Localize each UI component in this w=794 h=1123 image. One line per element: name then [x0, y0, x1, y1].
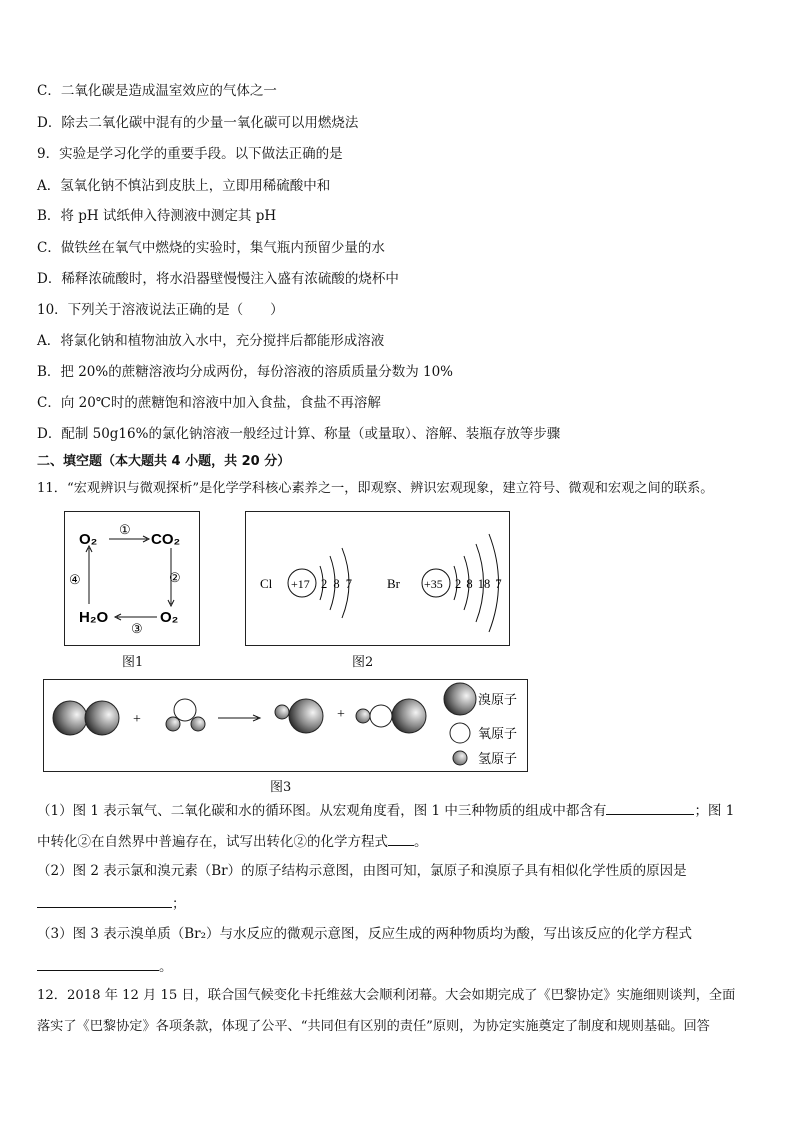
figure-3-caption: 图3 [270, 780, 292, 795]
answer-blank-1[interactable] [606, 800, 694, 815]
figure-3-diagram [44, 680, 527, 771]
q9-option-b: B．将 pH 试纸伸入待测液中测定其 pH [37, 208, 277, 224]
figure-1-cycle [64, 511, 200, 646]
hbr-bromine [289, 699, 323, 733]
cl-symbol: Cl [260, 576, 273, 591]
step-4-label: ④ [69, 572, 81, 587]
q10-option-d: D．配制 50g16%的氯化钠溶液一般经过计算、称量（或量取）、溶解、装瓶存放等步骤 [37, 426, 561, 442]
q11-stem: 11．“宏观辨识与微观探析”是化学学科核心素养之一，即观察、辨识宏观现象，建立符号、微观和宏观之间的联系。 [37, 481, 714, 496]
q11-part1-text-d: 。 [414, 834, 428, 850]
plus-sign-1: + [133, 712, 141, 727]
hbro-oxygen [370, 705, 392, 727]
q10-option-b: B．把 20%的蔗糖溶液均分成两份，每份溶液的溶质质量分数为 10% [37, 364, 454, 380]
q11-part1-text-a: （1）图 1 表示氧气、二氧化碳和水的循环图。从宏观角度看，图 1 中三种物质的组成中都含有 [37, 803, 607, 819]
br2-atom-1 [53, 701, 87, 735]
legend-bromine-atom [444, 683, 476, 715]
hbro-bromine [392, 699, 426, 733]
q10-option-a: A．将氯化钠和植物油放入水中，充分搅拌后都能形成溶液 [37, 333, 385, 349]
q10-stem: 10．下列关于溶液说法正确的是（ ） [37, 302, 284, 318]
water-oxygen-atom [174, 699, 196, 721]
q11-part2-text-b: ； [172, 896, 186, 912]
step-3-label: ③ [131, 621, 143, 636]
option-d-prev: D．除去二氧化碳中混有的少量一氧化碳可以用燃烧法 [37, 115, 359, 131]
water-hydrogen-2 [191, 717, 205, 731]
q9-option-d: D．稀释浓硫酸时，将水沿器壁慢慢注入盛有浓硫酸的烧杯中 [37, 271, 399, 287]
q9-option-c: C．做铁丝在氧气中燃烧的实验时，集气瓶内预留少量的水 [37, 240, 385, 256]
br2-atom-2 [85, 701, 119, 735]
water-hydrogen-1 [166, 717, 180, 731]
q11-part2-line1: （2）图 2 表示氯和溴元素（Br）的原子结构示意图，由图可知，氯原子和溴原子具有相似化学性质的原因是 [37, 863, 687, 879]
br-nucleus-charge: +35 [424, 577, 443, 591]
legend-hydrogen-label: 氢原子 [478, 751, 518, 766]
q11-part3-text-b: 。 [159, 959, 173, 975]
option-c-prev: C．二氧化碳是造成温室效应的气体之一 [37, 83, 277, 99]
legend-oxygen-atom [450, 723, 470, 743]
q9-option-a: A．氢氧化钠不慎沾到皮肤上，立即用稀硫酸中和 [37, 178, 331, 194]
o2-bottom-label: O₂ [160, 609, 179, 626]
q11-part1-text-b: ；图 1 [694, 803, 735, 819]
answer-blank-3[interactable] [37, 893, 172, 908]
cl-electrons: 2 8 7 [321, 577, 352, 591]
q11-part1-text-c: 中转化②在自然界中普遍存在，试写出转化②的化学方程式 [37, 834, 388, 850]
q11-part3-line2 [37, 956, 173, 976]
figure-3-reaction [43, 679, 528, 772]
plus-sign-2: + [337, 707, 345, 722]
legend-hydrogen-atom [453, 751, 467, 765]
q11-part3-line1: （3）图 3 表示溴单质（Br₂）与水反应的微观示意图，反应生成的两种物质均为酸，写出该反应的化学方程式 [37, 926, 693, 942]
q12-line1: 12．2018 年 12 月 15 日，联合国气候变化卡托维兹大会顺利闭幕。大会如期完成了《巴黎协定》实施细则谈判，全面 [37, 988, 736, 1003]
step-2-label: ② [169, 570, 181, 585]
q9-stem: 9．实验是学习化学的重要手段。以下做法正确的是 [37, 146, 343, 162]
h2o-label: H₂O [79, 609, 109, 626]
figure-2-diagram [246, 512, 509, 645]
cl-nucleus-charge: +17 [291, 577, 310, 591]
legend-oxygen-label: 氧原子 [478, 726, 518, 741]
q10-option-c: C．向 20℃时的蔗糖饱和溶液中加入食盐，食盐不再溶解 [37, 395, 381, 411]
figure-2-caption: 图2 [352, 655, 374, 670]
answer-blank-4[interactable] [37, 956, 159, 971]
figure-2-atoms [245, 511, 510, 646]
q12-line2: 落实了《巴黎协定》各项条款，体现了公平、“共同但有区别的责任”原则，为协定实施奠定了制度和规则基础。回答 [37, 1019, 710, 1034]
br-symbol: Br [387, 576, 400, 591]
figure-1-caption: 图1 [122, 655, 144, 670]
br-electrons: 2 8 18 7 [455, 577, 502, 591]
section-heading: 二、填空题（本大题共 4 小题，共 20 分） [37, 454, 291, 469]
q11-part2-line2 [37, 893, 186, 913]
step-1-label: ① [119, 522, 131, 537]
q11-part1-line1 [37, 800, 734, 820]
o2-top-label: O₂ [79, 531, 98, 548]
hbr-hydrogen [275, 705, 289, 719]
hbro-hydrogen [356, 709, 370, 723]
co2-label: CO₂ [151, 531, 181, 548]
answer-blank-2[interactable] [388, 831, 414, 846]
legend-bromine-label: 溴原子 [478, 692, 518, 707]
figure-1-diagram [65, 512, 199, 645]
q11-part1-line2 [37, 831, 428, 851]
